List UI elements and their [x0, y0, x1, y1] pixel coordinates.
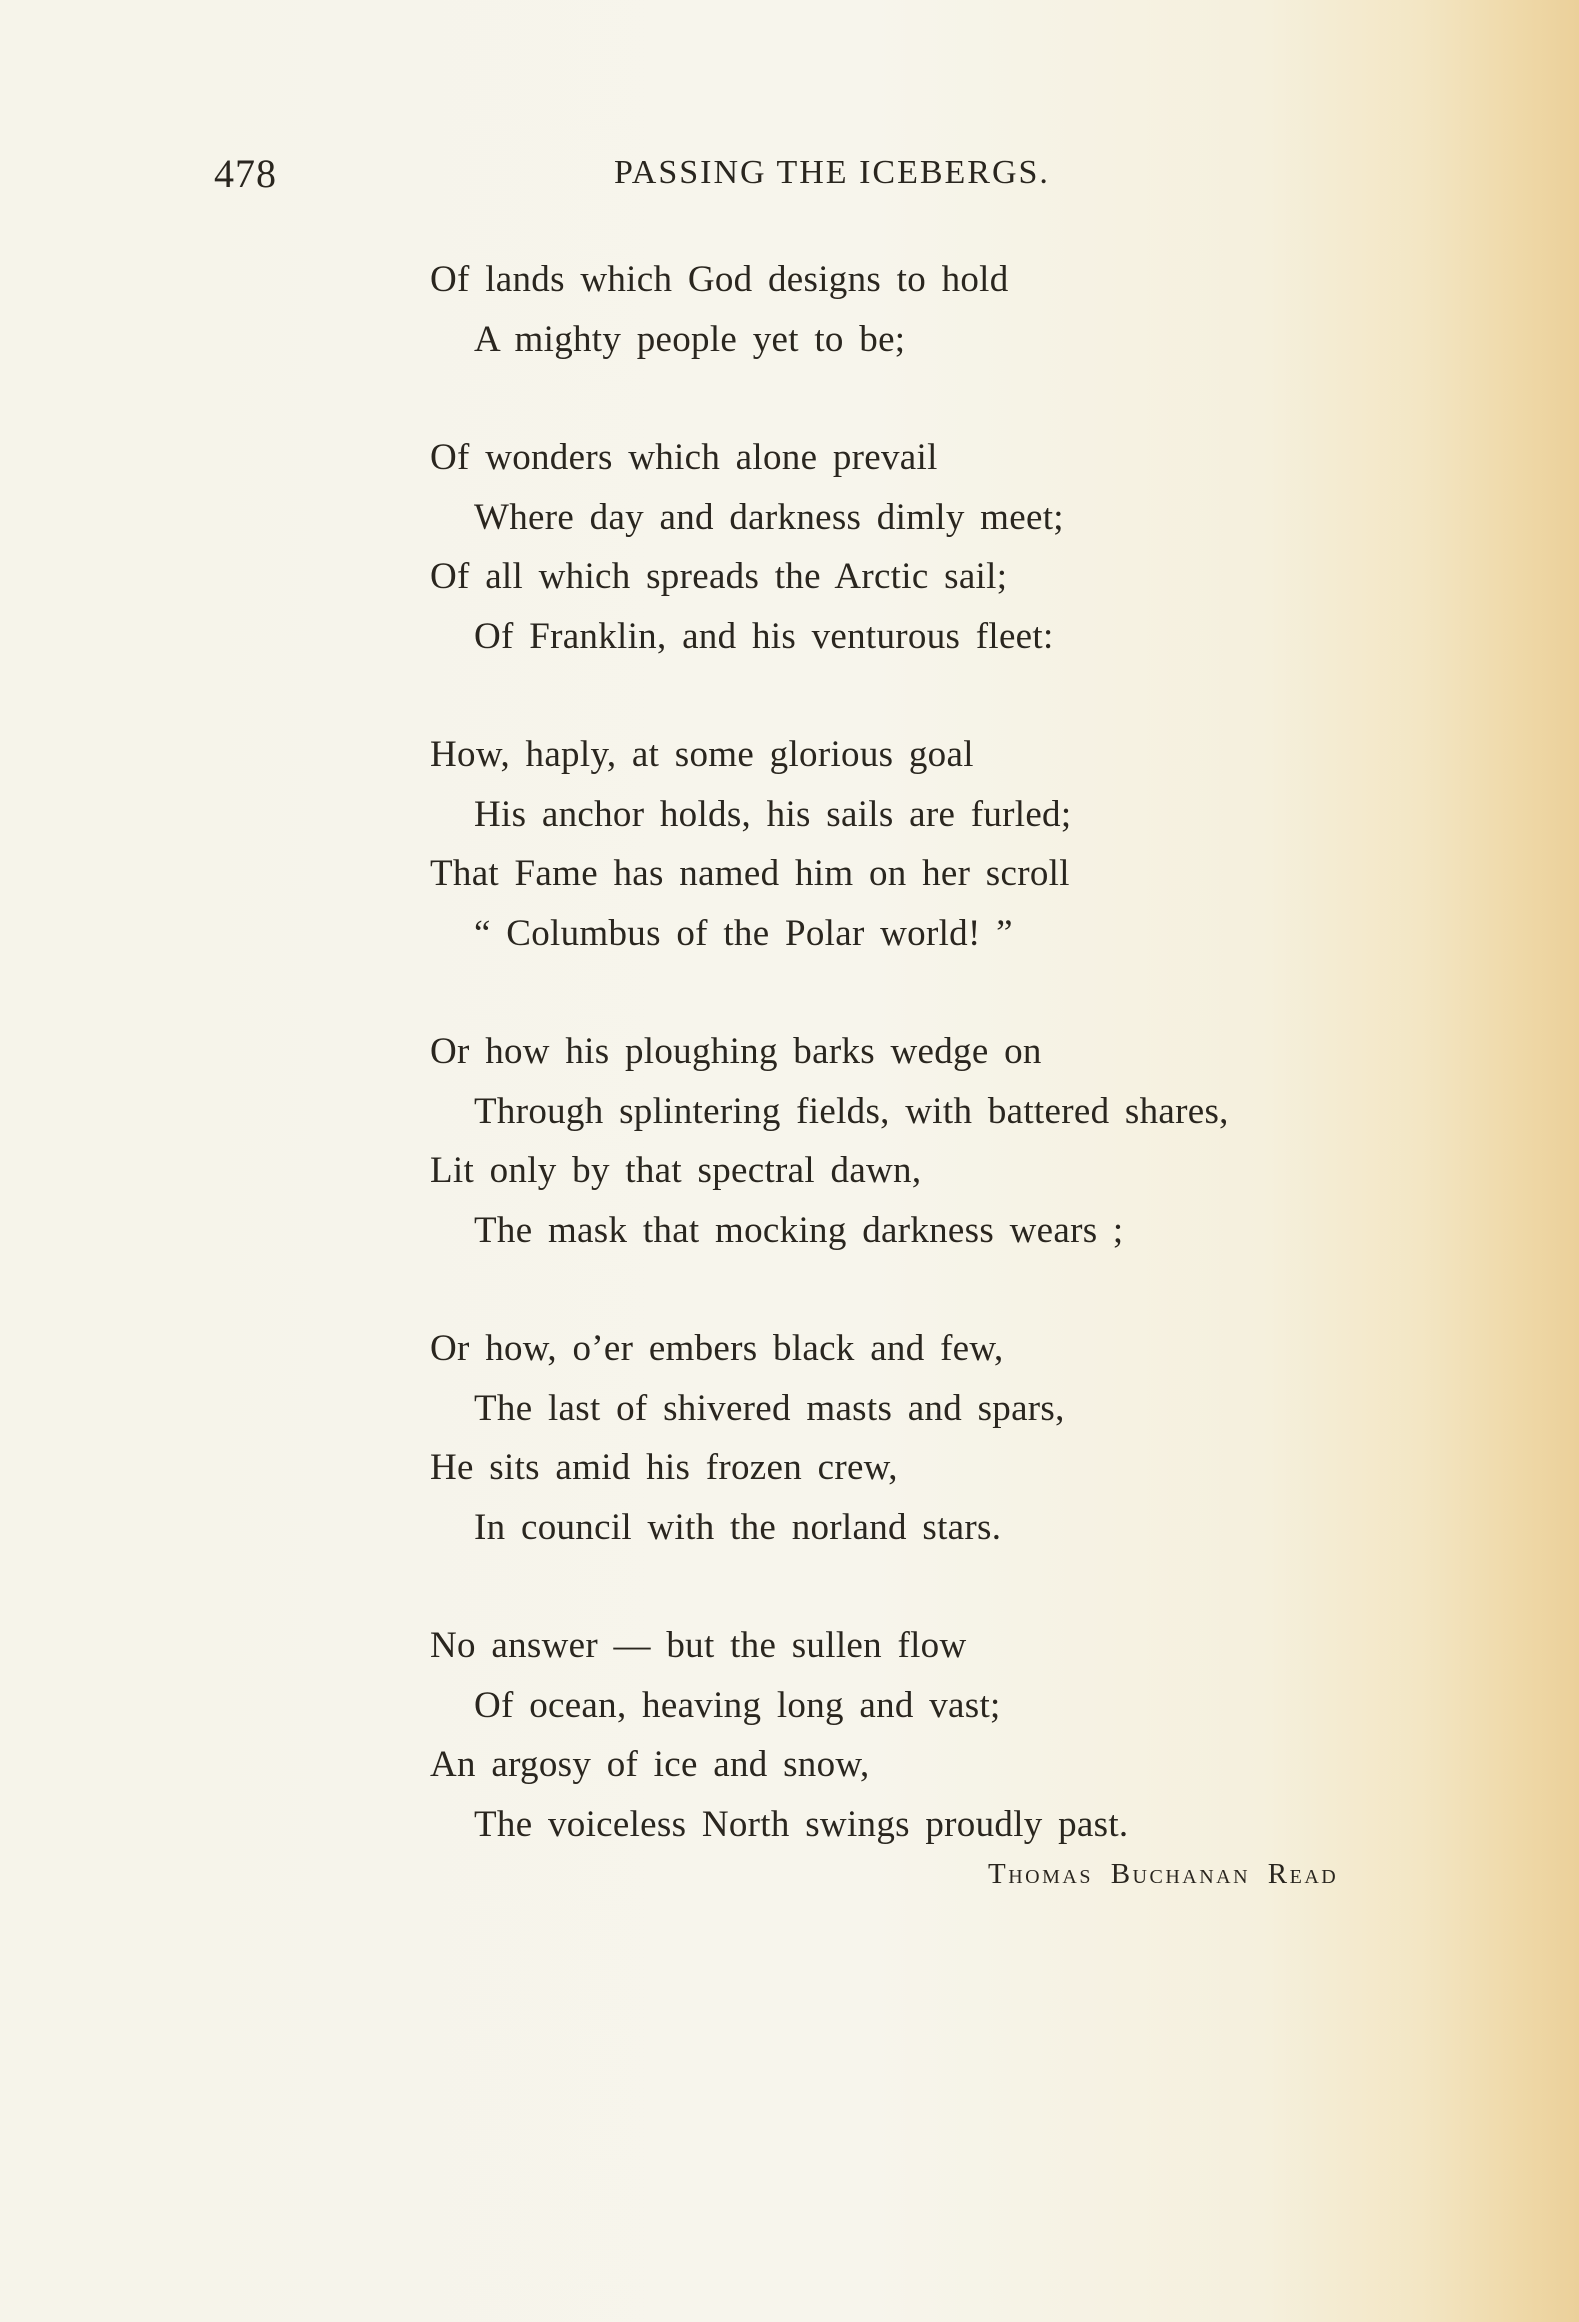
- author-attribution: Thomas Buchanan Read: [988, 1858, 1339, 1890]
- poem-line: “ Columbus of the Polar world! ”: [474, 912, 1013, 954]
- poem-line: How, haply, at some glorious goal: [430, 734, 974, 775]
- poem-line: In council with the norland stars.: [474, 1506, 1002, 1548]
- stanza: [430, 250, 1480, 369]
- poem-line: Where day and darkness dimly meet;: [474, 496, 1064, 538]
- stanza: [430, 428, 1480, 666]
- poem-line: Of all which spreads the Arctic sail;: [430, 556, 1008, 597]
- poem-line: An argosy of ice and snow,: [430, 1744, 870, 1785]
- poem-line: Lit only by that spectral dawn,: [430, 1150, 922, 1191]
- stanza: [430, 725, 1480, 963]
- poem-line: Of ocean, heaving long and vast;: [474, 1684, 1001, 1726]
- poem-body: [430, 250, 1480, 1913]
- poem-line: Or how, o’er embers black and few,: [430, 1328, 1004, 1369]
- poem-line: The voiceless North swings proudly past.: [474, 1803, 1129, 1845]
- running-head: [0, 150, 1579, 200]
- stanza: [430, 1616, 1480, 1854]
- poem-line: Or how his ploughing barks wedge on: [430, 1031, 1042, 1072]
- poem-line: That Fame has named him on her scroll: [430, 853, 1070, 894]
- poem-line: Of wonders which alone prevail: [430, 437, 938, 478]
- poem-line: The last of shivered masts and spars,: [474, 1387, 1065, 1429]
- page-number: 478: [214, 151, 277, 196]
- poem-line: Of lands which God designs to hold: [430, 259, 1009, 300]
- poem-line: No answer — but the sullen flow: [430, 1625, 967, 1666]
- running-title: PASSING THE ICEBERGS.: [614, 154, 1050, 191]
- poem-line: A mighty people yet to be;: [474, 318, 906, 360]
- poem-line: He sits amid his frozen crew,: [430, 1447, 898, 1488]
- poem-line: His anchor holds, his sails are furled;: [474, 793, 1072, 835]
- stanza: [430, 1022, 1480, 1260]
- poem-line: The mask that mocking darkness wears ;: [474, 1209, 1124, 1251]
- stanza: [430, 1319, 1480, 1557]
- poem-line: Through splintering fields, with battered shares,: [474, 1090, 1229, 1132]
- poem-line: Of Franklin, and his venturous fleet:: [474, 615, 1054, 657]
